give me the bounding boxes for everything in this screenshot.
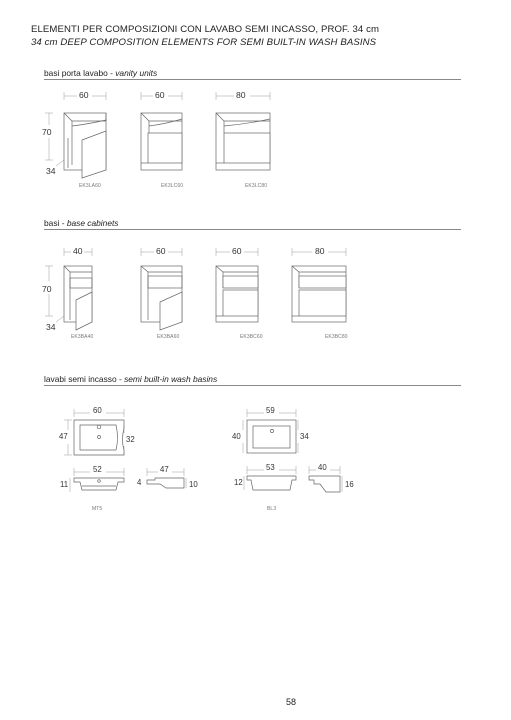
basin-2-side-height: 16 (345, 480, 354, 489)
basin-2-front-width: 53 (266, 463, 275, 472)
basin-1-front-height: 11 (60, 480, 69, 489)
basin-2-top-depth-right: 34 (300, 432, 309, 441)
basin-2-top-width: 59 (266, 406, 275, 415)
vanity-3-code: EK3LC80 (245, 183, 268, 189)
vanity-2-width: 60 (155, 90, 165, 100)
basin-1-front-width: 52 (93, 465, 102, 474)
section-title-basins-it: lavabi semi incasso - (44, 374, 125, 384)
base-depth-label: 34 (46, 322, 56, 332)
base-3-code: EK3BC60 (240, 334, 263, 340)
vanity-1-width: 60 (79, 90, 89, 100)
basin-1-top-depth-left: 47 (59, 432, 68, 441)
base-height-label: 70 (42, 284, 52, 294)
vanity-1-code: EK3LA60 (79, 183, 101, 189)
vanity-unit-1-drawing (64, 113, 106, 178)
section-title-base-en: base cabinets (66, 218, 119, 228)
basin-1-top-depth-right: 32 (126, 435, 135, 444)
basin-2-side-depth: 40 (318, 463, 327, 472)
basin-2-top-depth-left: 40 (232, 432, 241, 441)
section-title-base-it: basi - (44, 218, 67, 228)
base-cabinet-1-drawing (64, 266, 92, 330)
base-cabinet-3-drawing (216, 266, 258, 322)
vanity-height-label: 70 (42, 127, 52, 137)
vanity-unit-2-drawing (141, 113, 182, 170)
vanity-depth-label: 34 (46, 166, 56, 176)
basin-1-side-height-left: 4 (137, 478, 142, 487)
section-title-basins-en: semi built-in wash basins (124, 374, 218, 384)
base-4-width: 80 (315, 246, 325, 256)
page-subtitle: 34 cm DEEP COMPOSITION ELEMENTS FOR SEMI BUILT-IN WASH BASINS (31, 37, 377, 48)
base-1-width: 40 (73, 246, 83, 256)
basin-1-side-depth: 47 (160, 465, 169, 474)
basin-2-code: BL3 (267, 506, 277, 512)
basin-1-side-height-right: 10 (189, 480, 198, 489)
basin-1-drawing (64, 409, 186, 492)
vanity-3-width: 80 (236, 90, 246, 100)
base-2-width: 60 (156, 246, 166, 256)
base-4-code: EK3BC80 (325, 334, 348, 340)
page-title: ELEMENTI PER COMPOSIZIONI CON LAVABO SEMI INCASSO, PROF. 34 cm (31, 24, 380, 35)
basin-2-drawing (243, 409, 342, 492)
base-cabinet-2-drawing (141, 266, 182, 330)
basin-1-top-width: 60 (93, 406, 102, 415)
vanity-unit-3-drawing (216, 113, 270, 170)
base-1-code: EK3BA40 (71, 334, 94, 340)
basin-2-front-height: 12 (234, 478, 243, 487)
base-3-width: 60 (232, 246, 242, 256)
vanity-2-code: EK3LC60 (161, 183, 184, 189)
section-title-vanity-it: basi porta lavabo - (44, 68, 116, 78)
page-number: 58 (285, 697, 296, 707)
section-title-vanity-en: vanity units (115, 68, 158, 78)
base-2-code: EK3BA60 (157, 334, 180, 340)
basin-1-code: MT5 (92, 506, 103, 512)
base-cabinet-4-drawing (292, 266, 346, 322)
